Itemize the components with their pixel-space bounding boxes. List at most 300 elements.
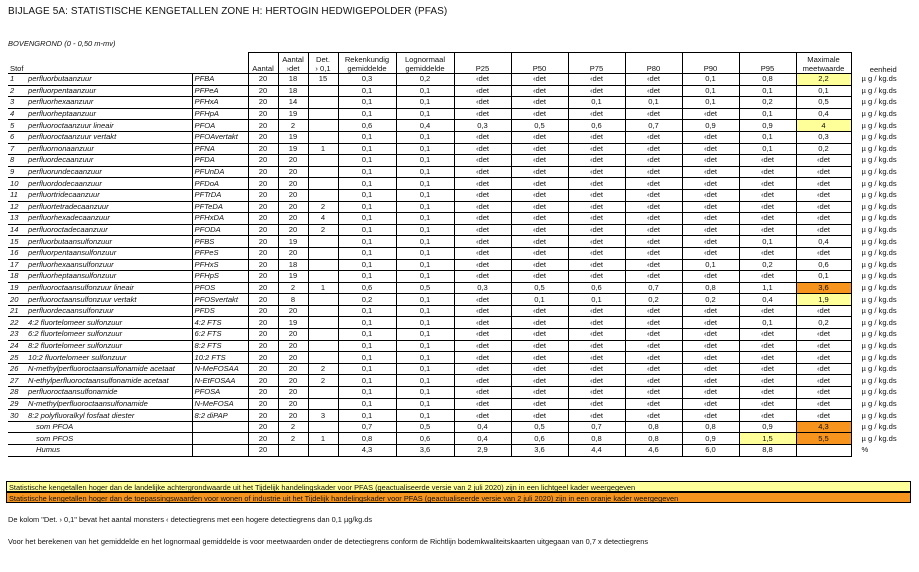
- unit-cell: µ g / kg.ds: [861, 74, 897, 84]
- p25-cell: ‹det: [454, 236, 511, 248]
- p95-cell: ‹det: [739, 271, 796, 283]
- lognormal-mean-cell: 0,2: [396, 74, 454, 86]
- substance-code: PFPeA: [192, 85, 248, 97]
- max-cell: 0,2: [796, 143, 851, 155]
- table-row: [8, 410, 915, 422]
- row-number: 30: [8, 410, 26, 422]
- substance-code: 4:2 FTS: [192, 317, 248, 329]
- table-row: [8, 236, 915, 248]
- lognormal-mean-cell: 0,1: [396, 143, 454, 155]
- p25-cell: ‹det: [454, 340, 511, 352]
- p50-cell: ‹det: [511, 305, 568, 317]
- count-cell: 20: [248, 224, 278, 236]
- p95-cell: ‹det: [739, 247, 796, 259]
- substance-code: PFOSA: [192, 387, 248, 399]
- p50-cell: ‹det: [511, 410, 568, 422]
- p95-cell: 0,1: [739, 108, 796, 120]
- p50-cell: ‹det: [511, 317, 568, 329]
- substance-code: 8:2 FTS: [192, 340, 248, 352]
- p80-cell: ‹det: [625, 352, 682, 364]
- p95-cell: 0,1: [739, 131, 796, 143]
- count-cell: 20: [248, 398, 278, 410]
- p80-cell: ‹det: [625, 387, 682, 399]
- arithmetic-mean-cell: 0,1: [338, 375, 396, 387]
- p95-cell: 0,2: [739, 97, 796, 109]
- arithmetic-mean-cell: 0,1: [338, 340, 396, 352]
- count-below-det-cell: 2: [278, 433, 308, 445]
- p50-cell: 3,6: [511, 445, 568, 457]
- row-number: 14: [8, 224, 26, 236]
- p95-cell: 1,5: [739, 433, 796, 445]
- det-above-cell: [308, 352, 338, 364]
- unit-cell: µ g / kg.ds: [861, 375, 897, 385]
- row-number: 22: [8, 317, 26, 329]
- max-cell: 5,5: [796, 433, 851, 445]
- substance-code: [192, 421, 248, 433]
- substance-name: 8:2 fluortelomeer sulfonzuur: [26, 340, 192, 352]
- substance-name: 10:2 fluortelomeer sulfonzuur: [26, 352, 192, 364]
- count-below-det-cell: 19: [278, 143, 308, 155]
- max-cell: 0,4: [796, 108, 851, 120]
- substance-name: perfluoroctaansulfonamide: [26, 387, 192, 399]
- p80-cell: ‹det: [625, 131, 682, 143]
- lognormal-mean-cell: 0,1: [396, 166, 454, 178]
- count-cell: 20: [248, 282, 278, 294]
- count-cell: 20: [248, 143, 278, 155]
- p75-cell: ‹det: [568, 189, 625, 201]
- unit-cell: µ g / kg.ds: [861, 282, 897, 292]
- substance-code: PFOSvertakt: [192, 294, 248, 306]
- substance-code: PFNA: [192, 143, 248, 155]
- p75-cell: ‹det: [568, 166, 625, 178]
- substance-name: perfluoroctaansulfonzuur vertakt: [26, 294, 192, 306]
- p95-cell: 1,1: [739, 282, 796, 294]
- p50-cell: 0,1: [511, 294, 568, 306]
- substance-name: perfluordecaansulfonzuur: [26, 305, 192, 317]
- row-number: 15: [8, 236, 26, 248]
- p95-cell: 8,8: [739, 445, 796, 457]
- p90-cell: 0,1: [682, 97, 739, 109]
- p95-cell: ‹det: [739, 352, 796, 364]
- p90-cell: 0,8: [682, 282, 739, 294]
- p95-cell: 0,9: [739, 120, 796, 132]
- count-below-det-cell: 20: [278, 387, 308, 399]
- row-number: 23: [8, 329, 26, 341]
- p95-cell: ‹det: [739, 201, 796, 213]
- arithmetic-mean-cell: 0,1: [338, 410, 396, 422]
- lognormal-mean-cell: 0,1: [396, 294, 454, 306]
- p90-cell: ‹det: [682, 271, 739, 283]
- unit-cell: µ g / kg.ds: [861, 190, 897, 200]
- table-row: [8, 445, 915, 457]
- unit-cell: µ g / kg.ds: [861, 259, 897, 269]
- lognormal-mean-cell: 0,5: [396, 421, 454, 433]
- count-cell: 20: [248, 236, 278, 248]
- max-cell: ‹det: [796, 213, 851, 225]
- unit-cell: µ g / kg.ds: [861, 340, 897, 350]
- count-below-det-cell: 18: [278, 85, 308, 97]
- unit-cell: µ g / kg.ds: [861, 178, 897, 188]
- p25-cell: ‹det: [454, 201, 511, 213]
- substance-code: PFTrDA: [192, 189, 248, 201]
- row-number: 12: [8, 201, 26, 213]
- header-p50: P50: [511, 53, 568, 74]
- table-row: [8, 375, 915, 387]
- det-above-cell: 2: [308, 363, 338, 375]
- note-calc: Voor het berekenen van het gemiddelde en het lognormaal gemiddelde is voor meetwaarden onder de detectiegrens conform de Richtlijn bodemkwaliteitskaarten uitgegaan van 0,7 x detectiegrens: [8, 537, 649, 546]
- det-above-cell: [308, 97, 338, 109]
- det-above-cell: [308, 259, 338, 271]
- substance-code: 6:2 FTS: [192, 329, 248, 341]
- p90-cell: 0,1: [682, 85, 739, 97]
- substance-name: N-methylperfluoroctaansulfonamide: [26, 398, 192, 410]
- unit-cell: µ g / kg.ds: [861, 225, 897, 235]
- unit-cell: µ g / kg.ds: [861, 120, 897, 130]
- p90-cell: ‹det: [682, 178, 739, 190]
- page-title: BIJLAGE 5A: STATISTISCHE KENGETALLEN ZONE H: HERTOGIN HEDWIGEPOLDER (PFAS): [8, 6, 448, 17]
- table-row: [8, 421, 915, 433]
- p75-cell: ‹det: [568, 236, 625, 248]
- unit-cell: µ g / kg.ds: [861, 306, 897, 316]
- count-below-det-cell: 2: [278, 282, 308, 294]
- lognormal-mean-cell: 0,1: [396, 329, 454, 341]
- table-row: [8, 189, 915, 201]
- det-above-cell: [308, 247, 338, 259]
- p50-cell: ‹det: [511, 213, 568, 225]
- det-above-cell: [308, 131, 338, 143]
- det-above-cell: [308, 294, 338, 306]
- p50-cell: ‹det: [511, 189, 568, 201]
- p80-cell: ‹det: [625, 305, 682, 317]
- p90-cell: ‹det: [682, 166, 739, 178]
- lognormal-mean-cell: 0,6: [396, 433, 454, 445]
- substance-name: N-methylperfluoroctaansulfonamide acetaat: [26, 363, 192, 375]
- p90-cell: ‹det: [682, 108, 739, 120]
- p90-cell: ‹det: [682, 143, 739, 155]
- lognormal-mean-cell: 0,1: [396, 375, 454, 387]
- count-below-det-cell: 2: [278, 120, 308, 132]
- count-cell: 20: [248, 259, 278, 271]
- arithmetic-mean-cell: 0,7: [338, 421, 396, 433]
- count-below-det-cell: 20: [278, 410, 308, 422]
- arithmetic-mean-cell: 0,1: [338, 201, 396, 213]
- det-above-cell: [308, 421, 338, 433]
- substance-code: PFHxA: [192, 97, 248, 109]
- p25-cell: ‹det: [454, 213, 511, 225]
- p80-cell: 0,1: [625, 97, 682, 109]
- substance-name: perfluoroctaansulfonzuur lineair: [26, 282, 192, 294]
- substance-code: PFHpS: [192, 271, 248, 283]
- p75-cell: ‹det: [568, 178, 625, 190]
- row-number: 6: [8, 131, 26, 143]
- substance-code: PFBA: [192, 74, 248, 86]
- substance-name: perfluoroctaanzuur vertakt: [26, 131, 192, 143]
- p50-cell: ‹det: [511, 375, 568, 387]
- count-cell: 20: [248, 74, 278, 86]
- table-row: [8, 131, 915, 143]
- p25-cell: 0,4: [454, 433, 511, 445]
- substance-name: perfluortetradecaanzuur: [26, 201, 192, 213]
- p75-cell: 0,1: [568, 294, 625, 306]
- p50-cell: ‹det: [511, 236, 568, 248]
- lognormal-mean-cell: 0,1: [396, 259, 454, 271]
- header-p80: P80: [625, 53, 682, 74]
- p90-cell: ‹det: [682, 305, 739, 317]
- p75-cell: ‹det: [568, 271, 625, 283]
- p50-cell: ‹det: [511, 340, 568, 352]
- max-cell: ‹det: [796, 363, 851, 375]
- table-row: [8, 340, 915, 352]
- max-cell: 0,2: [796, 317, 851, 329]
- p95-cell: 0,8: [739, 74, 796, 86]
- substance-code: PFHxDA: [192, 213, 248, 225]
- p80-cell: ‹det: [625, 410, 682, 422]
- table-row: [8, 74, 915, 86]
- p80-cell: ‹det: [625, 363, 682, 375]
- arithmetic-mean-cell: 0,2: [338, 294, 396, 306]
- count-cell: 20: [248, 375, 278, 387]
- header-p25: P25: [454, 53, 511, 74]
- substance-name: perfluortridecaanzuur: [26, 189, 192, 201]
- header-det: Det. › 0,1: [308, 53, 338, 74]
- substance-name: perfluoroctaanzuur lineair: [26, 120, 192, 132]
- count-below-det-cell: 20: [278, 201, 308, 213]
- lognormal-mean-cell: 0,1: [396, 398, 454, 410]
- p95-cell: ‹det: [739, 363, 796, 375]
- table-row: [8, 155, 915, 167]
- max-cell: 2,2: [796, 74, 851, 86]
- lognormal-mean-cell: 0,1: [396, 224, 454, 236]
- substance-code: PFDS: [192, 305, 248, 317]
- p90-cell: ‹det: [682, 352, 739, 364]
- max-cell: ‹det: [796, 387, 851, 399]
- p75-cell: 0,1: [568, 97, 625, 109]
- p80-cell: ‹det: [625, 271, 682, 283]
- p95-cell: ‹det: [739, 410, 796, 422]
- max-cell: ‹det: [796, 166, 851, 178]
- count-below-det-cell: 19: [278, 236, 308, 248]
- substance-name: perfluorhexadecaanzuur: [26, 213, 192, 225]
- p80-cell: ‹det: [625, 166, 682, 178]
- lognormal-mean-cell: 0,1: [396, 363, 454, 375]
- p25-cell: ‹det: [454, 178, 511, 190]
- count-below-det-cell: 20: [278, 352, 308, 364]
- unit-cell: µ g / kg.ds: [861, 97, 897, 107]
- p80-cell: ‹det: [625, 189, 682, 201]
- det-above-cell: [308, 387, 338, 399]
- count-cell: 20: [248, 317, 278, 329]
- count-below-det-cell: 8: [278, 294, 308, 306]
- max-cell: ‹det: [796, 398, 851, 410]
- p80-cell: ‹det: [625, 143, 682, 155]
- table-row: [8, 108, 915, 120]
- unit-cell: µ g / kg.ds: [861, 364, 897, 374]
- p50-cell: ‹det: [511, 271, 568, 283]
- row-number: 8: [8, 155, 26, 167]
- p95-cell: ‹det: [739, 213, 796, 225]
- p75-cell: 0,6: [568, 282, 625, 294]
- p95-cell: ‹det: [739, 189, 796, 201]
- p90-cell: 6,0: [682, 445, 739, 457]
- count-cell: 20: [248, 294, 278, 306]
- arithmetic-mean-cell: 0,1: [338, 85, 396, 97]
- lognormal-mean-cell: 0,1: [396, 155, 454, 167]
- count-cell: 20: [248, 97, 278, 109]
- row-number: 26: [8, 363, 26, 375]
- lognormal-mean-cell: 0,1: [396, 108, 454, 120]
- lognormal-mean-cell: 0,1: [396, 387, 454, 399]
- count-cell: 20: [248, 201, 278, 213]
- p25-cell: ‹det: [454, 108, 511, 120]
- substance-name: 4:2 fluortelomeer sulfonzuur: [26, 317, 192, 329]
- p95-cell: 0,2: [739, 259, 796, 271]
- p90-cell: 0,9: [682, 433, 739, 445]
- max-cell: 1,9: [796, 294, 851, 306]
- max-cell: 0,1: [796, 271, 851, 283]
- p80-cell: ‹det: [625, 108, 682, 120]
- arithmetic-mean-cell: 0,1: [338, 155, 396, 167]
- p80-cell: ‹det: [625, 259, 682, 271]
- row-number: [8, 445, 26, 457]
- unit-cell: µ g / kg.ds: [861, 132, 897, 142]
- p25-cell: 2,9: [454, 445, 511, 457]
- p95-cell: 0,1: [739, 317, 796, 329]
- p80-cell: ‹det: [625, 340, 682, 352]
- unit-cell: µ g / kg.ds: [861, 329, 897, 339]
- table-row: [8, 247, 915, 259]
- count-below-det-cell: 19: [278, 131, 308, 143]
- count-cell: 20: [248, 352, 278, 364]
- count-cell: 20: [248, 387, 278, 399]
- p95-cell: 0,1: [739, 236, 796, 248]
- table-row: [8, 294, 915, 306]
- count-cell: 20: [248, 340, 278, 352]
- p75-cell: ‹det: [568, 340, 625, 352]
- p90-cell: 0,1: [682, 74, 739, 86]
- substance-name: perfluordodecaanzuur: [26, 178, 192, 190]
- p25-cell: ‹det: [454, 259, 511, 271]
- count-cell: 20: [248, 131, 278, 143]
- p50-cell: ‹det: [511, 387, 568, 399]
- p90-cell: ‹det: [682, 189, 739, 201]
- statistics-table: [8, 52, 915, 457]
- arithmetic-mean-cell: 0,1: [338, 131, 396, 143]
- p50-cell: ‹det: [511, 259, 568, 271]
- p80-cell: 4,6: [625, 445, 682, 457]
- substance-code: PFTeDA: [192, 201, 248, 213]
- substance-code: N-MeFOSA: [192, 398, 248, 410]
- table-row: [8, 143, 915, 155]
- substance-name: perfluoroctadecaanzuur: [26, 224, 192, 236]
- unit-cell: µ g / kg.ds: [861, 387, 897, 397]
- p25-cell: ‹det: [454, 131, 511, 143]
- substance-code: [192, 433, 248, 445]
- substance-name: perfluorhexaanzuur: [26, 97, 192, 109]
- p80-cell: ‹det: [625, 213, 682, 225]
- p80-cell: ‹det: [625, 224, 682, 236]
- p50-cell: ‹det: [511, 363, 568, 375]
- p95-cell: 0,9: [739, 421, 796, 433]
- count-cell: 20: [248, 271, 278, 283]
- p75-cell: ‹det: [568, 85, 625, 97]
- p25-cell: ‹det: [454, 166, 511, 178]
- substance-code: 10:2 FTS: [192, 352, 248, 364]
- p90-cell: ‹det: [682, 224, 739, 236]
- count-below-det-cell: [278, 445, 308, 457]
- header-stof: Stof: [10, 64, 24, 73]
- count-below-det-cell: 20: [278, 329, 308, 341]
- p50-cell: 0,5: [511, 120, 568, 132]
- p75-cell: 4,4: [568, 445, 625, 457]
- det-above-cell: [308, 340, 338, 352]
- p75-cell: ‹det: [568, 398, 625, 410]
- count-below-det-cell: 20: [278, 363, 308, 375]
- lognormal-mean-cell: 0,1: [396, 247, 454, 259]
- arithmetic-mean-cell: 0,1: [338, 329, 396, 341]
- count-below-det-cell: 2: [278, 421, 308, 433]
- p75-cell: 0,6: [568, 120, 625, 132]
- count-below-det-cell: 20: [278, 340, 308, 352]
- p80-cell: 0,8: [625, 433, 682, 445]
- count-cell: 20: [248, 421, 278, 433]
- table-body: [8, 74, 915, 457]
- det-above-cell: [308, 305, 338, 317]
- lognormal-mean-cell: 3,6: [396, 445, 454, 457]
- count-cell: 20: [248, 189, 278, 201]
- p80-cell: ‹det: [625, 201, 682, 213]
- unit-cell: µ g / kg.ds: [861, 85, 897, 95]
- p80-cell: ‹det: [625, 317, 682, 329]
- arithmetic-mean-cell: 0,1: [338, 271, 396, 283]
- p80-cell: 0,7: [625, 282, 682, 294]
- p50-cell: ‹det: [511, 97, 568, 109]
- lognormal-mean-cell: 0,1: [396, 271, 454, 283]
- arithmetic-mean-cell: 0,1: [338, 387, 396, 399]
- substance-name: perfluorheptaanzuur: [26, 108, 192, 120]
- layer-subtitle: BOVENGROND (0 - 0,50 m-mv): [8, 39, 116, 48]
- p50-cell: ‹det: [511, 247, 568, 259]
- p75-cell: ‹det: [568, 352, 625, 364]
- det-above-cell: [308, 178, 338, 190]
- substance-code: PFODA: [192, 224, 248, 236]
- p75-cell: ‹det: [568, 329, 625, 341]
- table-row: [8, 363, 915, 375]
- row-number: 18: [8, 271, 26, 283]
- p75-cell: ‹det: [568, 410, 625, 422]
- count-below-det-cell: 20: [278, 166, 308, 178]
- p25-cell: ‹det: [454, 294, 511, 306]
- header-max: Maximale meetwaarde: [796, 53, 851, 74]
- p50-cell: ‹det: [511, 201, 568, 213]
- p25-cell: ‹det: [454, 85, 511, 97]
- unit-cell: µ g / kg.ds: [861, 294, 897, 304]
- lognormal-mean-cell: 0,1: [396, 97, 454, 109]
- table-row: [8, 387, 915, 399]
- count-below-det-cell: 20: [278, 375, 308, 387]
- arithmetic-mean-cell: 0,1: [338, 236, 396, 248]
- row-number: 7: [8, 143, 26, 155]
- p95-cell: ‹det: [739, 329, 796, 341]
- substance-code: PFOA: [192, 120, 248, 132]
- substance-name: perfluornonaanzuur: [26, 143, 192, 155]
- row-number: 29: [8, 398, 26, 410]
- arithmetic-mean-cell: 0,1: [338, 259, 396, 271]
- count-below-det-cell: 20: [278, 247, 308, 259]
- unit-cell: µ g / kg.ds: [861, 398, 897, 408]
- lognormal-mean-cell: 0,1: [396, 305, 454, 317]
- table-row: [8, 213, 915, 225]
- p90-cell: ‹det: [682, 375, 739, 387]
